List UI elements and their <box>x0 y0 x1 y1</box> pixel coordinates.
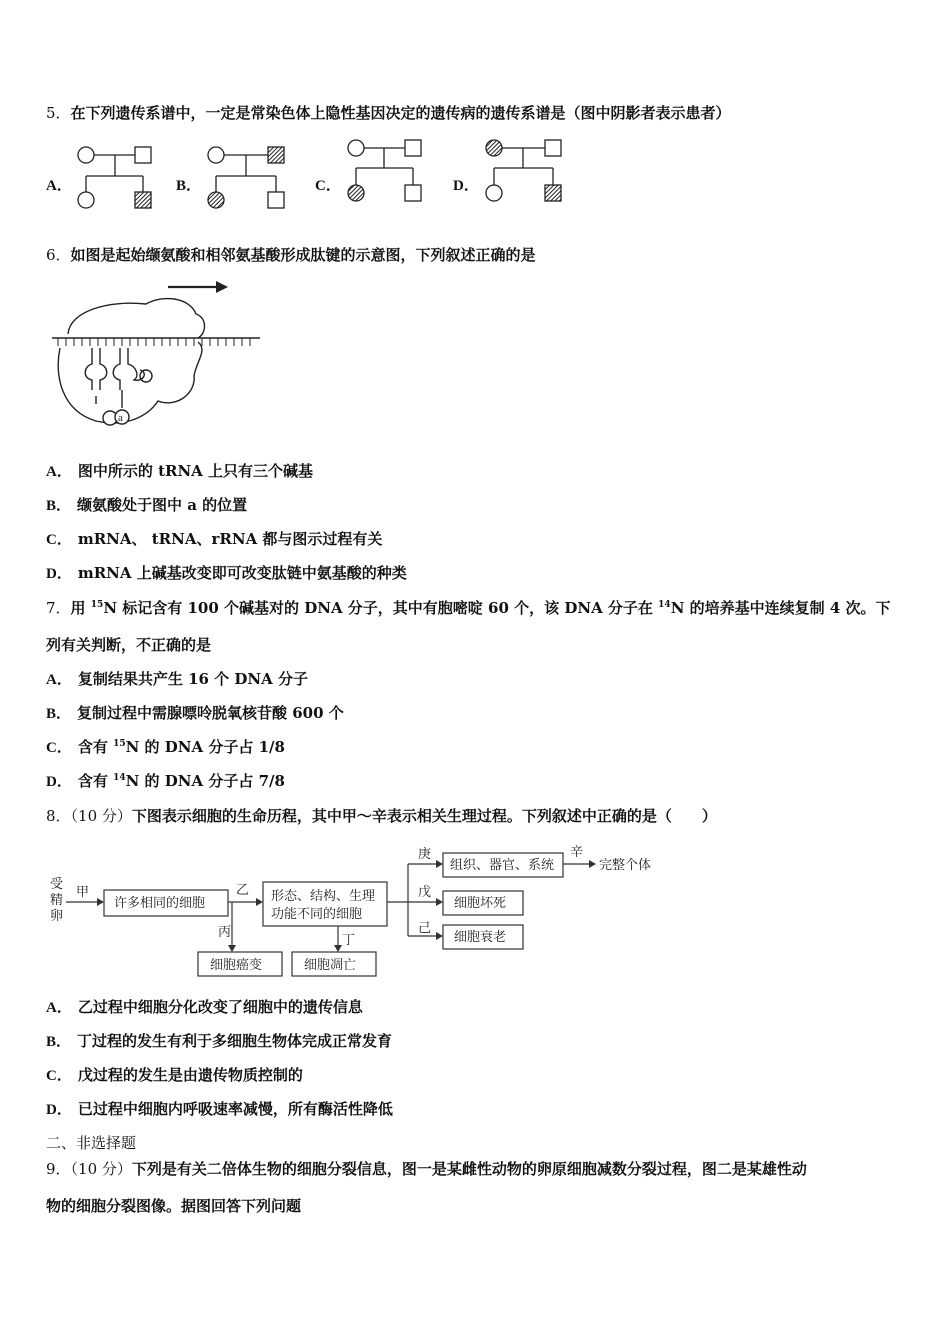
q8-option-a: A． 乙过程中细胞分化改变了细胞中的遗传信息 <box>46 998 363 1016</box>
ribosome-figure <box>48 276 288 446</box>
label-start-1: 受 <box>50 877 64 892</box>
q5-option-c-label: C． <box>315 178 341 194</box>
q8-option-b: B． 丁过程的发生有利于多细胞生物体完成正常发育 <box>46 1032 393 1050</box>
pedigree-d <box>486 140 561 201</box>
box3-text: 组织、器官、系统 <box>450 858 555 873</box>
label-jia: 甲 <box>76 885 90 900</box>
q5-text: 在下列遗传系谱中，一定是常染色体上隐性基因决定的遗传病的遗传系谱是（图中阴影者表示患者） <box>70 104 731 122</box>
q6-text: 如图是起始缬氨酸和相邻氨基酸形成肽键的示意图，下列叙述正确的是 <box>70 246 536 264</box>
q5-option-d-label: D． <box>453 178 479 194</box>
q8-option-d: D． 已过程中细胞内呼吸速率减慢，所有酶活性降低 <box>46 1100 393 1118</box>
q6-number: 6． <box>46 246 71 264</box>
q7-stem-line2: 列有关判断，不正确的是 <box>46 636 212 654</box>
box5-text: 细胞衰老 <box>454 930 507 945</box>
label-ji: 己 <box>418 921 432 936</box>
complete-individual-text: 完整个体 <box>599 858 652 873</box>
q7-option-d: D． 含有 $^{14}$N 的 DNA 分子占 7/8 <box>46 772 285 790</box>
q9-stem-line2: 物的细胞分裂图像。据图回答下列问题 <box>46 1197 302 1215</box>
label-a: a <box>118 412 123 424</box>
box4-text: 细胞坏死 <box>454 896 507 911</box>
label-wu: 戊 <box>418 885 432 900</box>
label-ding: 丁 <box>342 933 356 948</box>
q5-option-b-label: B． <box>176 178 202 194</box>
q6-stem <box>46 245 536 265</box>
q6-option-a: A． 图中所示的 tRNA 上只有三个碱基 <box>46 462 314 480</box>
cell-life-flowchart <box>46 836 766 986</box>
label-bing: 丙 <box>218 925 232 940</box>
q5-pedigrees <box>0 0 950 230</box>
label-xin: 辛 <box>570 845 584 860</box>
q7-option-c: C． 含有 $^{15}$N 的 DNA 分子占 1/8 <box>46 738 285 756</box>
q8-stem: 8．（10 分）下图表示细胞的生命历程，其中甲～辛表示相关生理过程。下列叙述中正确的是（ ） <box>46 807 717 825</box>
pedigree-c <box>348 140 421 201</box>
q6-option-b: B． 缬氨酸处于图中 a 的位置 <box>46 496 248 514</box>
ribosome-large-subunit <box>68 299 205 338</box>
section-2-heading: 二、非选择题 <box>46 1134 137 1152</box>
q7-option-a: A． 复制结果共产生 16 个 DNA 分子 <box>46 670 308 688</box>
q6-option-c: C． mRNA、 tRNA、rRNA 都与图示过程有关 <box>46 530 383 548</box>
label-start-2: 精 <box>50 893 64 908</box>
q7-stem: 7．用 $^{15}$N 标记含有 100 个碱基对的 DNA 分子，其中有胞嘧啶 60 个，该 DNA 分子在 $^{14}$N 的培养基中连续复制 4 次。下 <box>46 599 891 617</box>
q9-stem: 9．（10 分）下列是有关二倍体生物的细胞分裂信息，图一是某雌性动物的卵原细胞减数分裂过程，图二是某雄性动 <box>46 1160 807 1178</box>
box1-text: 许多相同的细胞 <box>114 896 206 911</box>
box6-text: 细胞癌变 <box>210 958 263 973</box>
q6-option-d: D． mRNA 上碱基改变即可改变肽链中氨基酸的种类 <box>46 564 407 582</box>
label-geng: 庚 <box>418 847 432 862</box>
label-start-3: 卵 <box>50 909 64 924</box>
box7-text: 细胞凋亡 <box>304 958 357 973</box>
pedigree-a <box>78 147 151 208</box>
q5-number: 5． <box>46 104 71 122</box>
pedigree-b <box>208 147 284 208</box>
q5-option-a-label: A． <box>46 178 72 194</box>
q8-option-c: C． 戊过程的发生是由遗传物质控制的 <box>46 1066 303 1084</box>
ribosome-small-subunit <box>58 342 202 423</box>
box2-text-2: 功能不同的细胞 <box>271 907 363 922</box>
box2-text-1: 形态、结构、生理 <box>271 889 376 904</box>
label-yi: 乙 <box>236 883 250 898</box>
q7-option-b: B． 复制过程中需腺嘌呤脱氧核苷酸 600 个 <box>46 704 344 722</box>
